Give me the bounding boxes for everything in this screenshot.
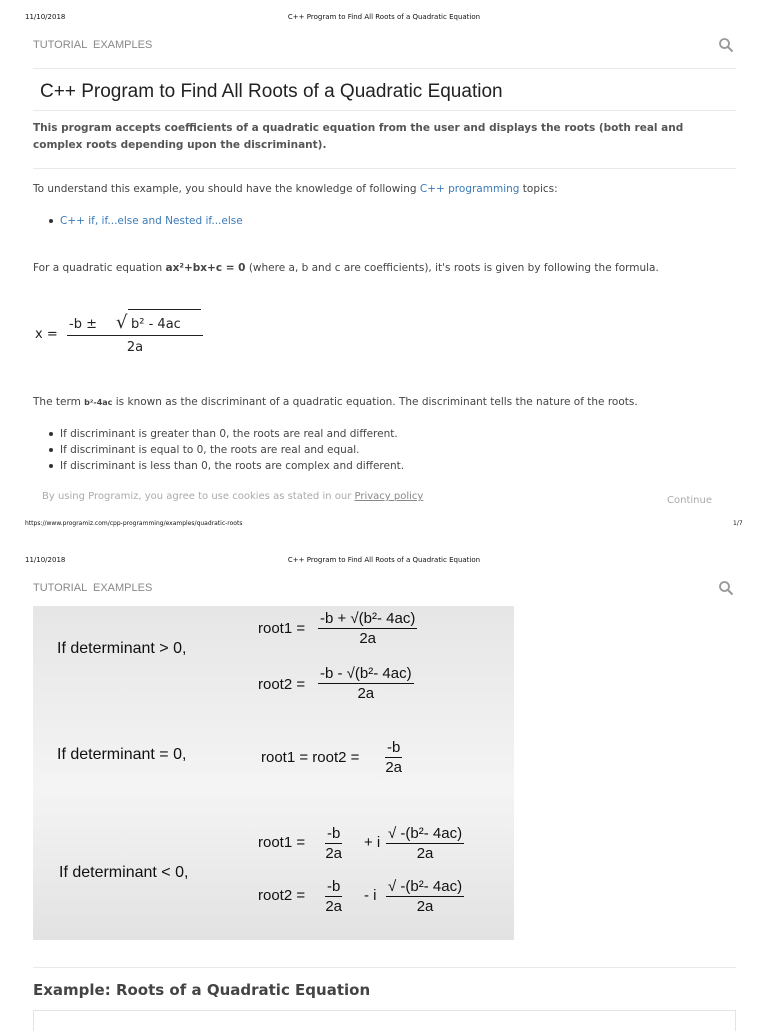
root1-imag-fraction <box>386 824 464 863</box>
cookie-continue-button[interactable]: Continue <box>667 495 712 506</box>
root2-fraction <box>318 664 414 703</box>
formula-intro-text-end: (where a, b and c are coefficients), it's roots is given by following the formula. <box>245 262 659 274</box>
discriminant-paragraph <box>33 396 638 408</box>
root-equal-label: root1 = root2 = <box>261 749 360 766</box>
intro-paragraph: This program accepts coefficients of a quadratic equation from the user and displays the roots (both real and complex roots depending upon the discriminant). <box>33 122 684 151</box>
print-date: 11/10/2018 <box>25 13 66 21</box>
real-denominator: 2a <box>325 898 343 915</box>
cond-greater: If determinant > 0, <box>57 640 187 657</box>
quadratic-equation: ax²+bx+c = 0 <box>165 262 246 274</box>
imag-denominator: 2a <box>416 898 434 915</box>
root-equal-denominator: 2a <box>385 759 403 776</box>
root2-numerator: -b - √(b²- 4ac) <box>320 665 412 682</box>
root-equal-fraction <box>385 738 402 777</box>
root1-complex-label: root1 = <box>258 834 306 851</box>
divider <box>33 110 736 111</box>
list-item: If discriminant is greater than 0, the roots are real and different. <box>47 426 404 442</box>
privacy-policy-link[interactable]: Privacy policy <box>354 491 424 502</box>
nav-examples[interactable]: EXAMPLES <box>93 582 153 594</box>
discriminant-list <box>47 426 404 474</box>
nav-tutorial[interactable]: TUTORIAL <box>33 39 88 51</box>
print-title: C++ Program to Find All Roots of a Quadratic Equation <box>287 13 481 21</box>
example-heading: Example: Roots of a Quadratic Equation <box>33 981 371 999</box>
topic-list <box>47 213 243 229</box>
search-icon[interactable] <box>718 580 734 596</box>
divider <box>33 168 736 169</box>
nav-examples[interactable]: EXAMPLES <box>93 39 153 51</box>
root2-complex-label: root2 = <box>258 887 306 904</box>
root1-label: root1 = <box>258 620 306 637</box>
list-item: If discriminant is equal to 0, the roots are real and equal. <box>47 442 404 458</box>
root1-fraction <box>318 609 417 648</box>
sqrt-icon: √ <box>116 312 128 333</box>
root1-numerator: -b + √(b²- 4ac) <box>320 610 416 627</box>
sqrt-bar <box>128 309 201 310</box>
search-icon[interactable] <box>718 37 734 53</box>
quadratic-formula <box>67 309 203 359</box>
print-page-number: 1/7 <box>733 520 743 527</box>
discriminant-text: The term <box>33 396 85 408</box>
discriminant-term: b²-4ac <box>84 398 113 407</box>
code-block <box>33 1010 736 1031</box>
formula-intro-text: For a quadratic equation <box>33 262 166 274</box>
cond-equal: If determinant = 0, <box>57 746 187 763</box>
topic-link[interactable]: C++ if, if...else and Nested if...else <box>60 215 243 227</box>
plus-i: + i <box>364 834 381 851</box>
root1-denominator: 2a <box>359 630 377 647</box>
real-numerator: -b <box>327 825 341 842</box>
print-url: https://www.programiz.com/cpp-programming/examples/quadratic-roots <box>25 520 243 527</box>
root2-imag-fraction <box>386 877 464 916</box>
cookie-notice <box>42 491 423 502</box>
list-item <box>47 213 243 229</box>
print-title: C++ Program to Find All Roots of a Quadratic Equation <box>287 556 481 564</box>
divider <box>33 68 736 69</box>
root1-real-fraction <box>325 824 342 863</box>
cond-less: If determinant < 0, <box>59 864 189 881</box>
prereq-text: To understand this example, you should have the knowledge of following <box>33 183 420 195</box>
prereq-paragraph <box>33 183 558 195</box>
formula-lhs: x = <box>35 327 58 342</box>
formula-num-pre: -b ± <box>69 317 97 332</box>
formula-radicand: b² - 4ac <box>131 317 181 332</box>
root2-real-fraction <box>325 877 342 916</box>
real-numerator: -b <box>327 878 341 895</box>
fraction-bar <box>67 335 203 336</box>
imag-numerator: √ -(b²- 4ac) <box>388 878 463 895</box>
imag-denominator: 2a <box>416 845 434 862</box>
page-title: C++ Program to Find All Roots of a Quadratic Equation <box>40 81 503 102</box>
formula-denominator: 2a <box>126 340 144 355</box>
cpp-programming-link[interactable]: C++ programming <box>419 183 520 195</box>
discriminant-text-end: is known as the discriminant of a quadratic equation. The discriminant tells the nature of the roots. <box>112 396 638 408</box>
root2-label: root2 = <box>258 676 306 693</box>
real-denominator: 2a <box>325 845 343 862</box>
imag-numerator: √ -(b²- 4ac) <box>388 825 463 842</box>
formula-intro <box>33 262 659 274</box>
minus-i: - i <box>364 887 377 904</box>
cookie-text: By using Programiz, you agree to use cookies as stated in our <box>42 491 355 502</box>
roots-formula-figure <box>33 606 514 940</box>
root2-denominator: 2a <box>357 685 375 702</box>
root-equal-numerator: -b <box>387 739 401 756</box>
nav-tutorial[interactable]: TUTORIAL <box>33 582 88 594</box>
print-date: 11/10/2018 <box>25 556 66 564</box>
divider <box>33 967 736 968</box>
prereq-text-end: topics: <box>519 183 558 195</box>
list-item: If discriminant is less than 0, the roots are complex and different. <box>47 458 404 474</box>
